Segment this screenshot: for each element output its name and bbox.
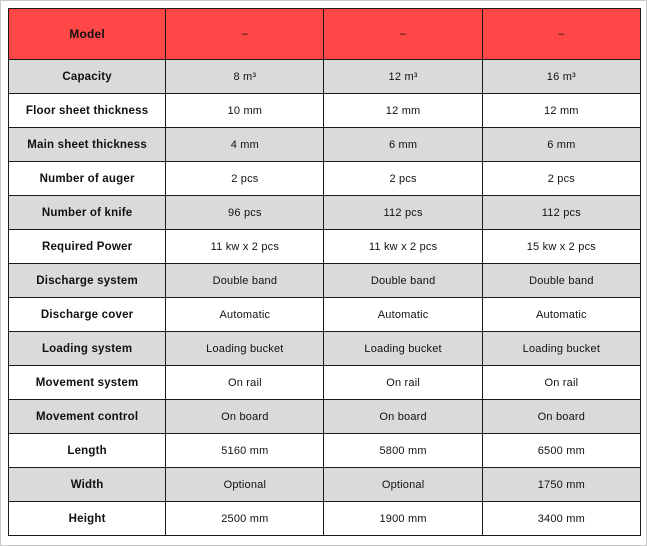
table-row [9,468,641,502]
row-value: 2 pcs [166,162,324,196]
header-row [9,9,641,60]
row-value: 2 pcs [482,162,640,196]
row-value: 12 mm [482,94,640,128]
table-row [9,128,641,162]
row-value: 112 pcs [482,196,640,230]
row-value: 2500 mm [166,502,324,536]
row-value: Double band [324,264,482,298]
table-row [9,366,641,400]
row-value: Loading bucket [166,332,324,366]
row-label: Movement control [9,400,166,434]
row-label: Width [9,468,166,502]
row-label: Number of knife [9,196,166,230]
header-value: – [324,9,482,60]
row-label: Height [9,502,166,536]
row-label: Main sheet thickness [9,128,166,162]
row-label: Floor sheet thickness [9,94,166,128]
table-row [9,400,641,434]
row-value: 11 kw x 2 pcs [166,230,324,264]
row-label: Discharge cover [9,298,166,332]
row-value: 5160 mm [166,434,324,468]
row-value: 16 m³ [482,60,640,94]
table-row [9,60,641,94]
header-label: Model [9,9,166,60]
row-label: Discharge system [9,264,166,298]
row-value: 12 mm [324,94,482,128]
table-row [9,162,641,196]
row-value: 1900 mm [324,502,482,536]
header-value: – [166,9,324,60]
row-value: Optional [166,468,324,502]
row-value: 5800 mm [324,434,482,468]
row-value: 112 pcs [324,196,482,230]
row-label: Loading system [9,332,166,366]
row-value: Optional [324,468,482,502]
row-value: 8 m³ [166,60,324,94]
table-row [9,434,641,468]
table-row [9,230,641,264]
row-label: Capacity [9,60,166,94]
row-value: 1750 mm [482,468,640,502]
table-row [9,94,641,128]
row-value: On rail [482,366,640,400]
row-label: Length [9,434,166,468]
table-row [9,196,641,230]
table-row [9,502,641,536]
row-value: On board [482,400,640,434]
row-label: Number of auger [9,162,166,196]
row-value: Double band [166,264,324,298]
row-value: 10 mm [166,94,324,128]
row-value: 6 mm [482,128,640,162]
row-value: 6 mm [324,128,482,162]
row-value: On rail [166,366,324,400]
row-value: Automatic [166,298,324,332]
table-row [9,332,641,366]
row-value: Loading bucket [482,332,640,366]
table-row [9,298,641,332]
row-value: Automatic [482,298,640,332]
row-value: 4 mm [166,128,324,162]
row-label: Movement system [9,366,166,400]
row-value: 3400 mm [482,502,640,536]
specification-table [8,8,641,536]
row-value: On board [324,400,482,434]
row-label: Required Power [9,230,166,264]
table-row [9,264,641,298]
row-value: 11 kw x 2 pcs [324,230,482,264]
row-value: On rail [324,366,482,400]
row-value: 6500 mm [482,434,640,468]
row-value: Double band [482,264,640,298]
row-value: 2 pcs [324,162,482,196]
row-value: On board [166,400,324,434]
row-value: Automatic [324,298,482,332]
row-value: 96 pcs [166,196,324,230]
row-value: Loading bucket [324,332,482,366]
row-value: 12 m³ [324,60,482,94]
header-value: – [482,9,640,60]
row-value: 15 kw x 2 pcs [482,230,640,264]
